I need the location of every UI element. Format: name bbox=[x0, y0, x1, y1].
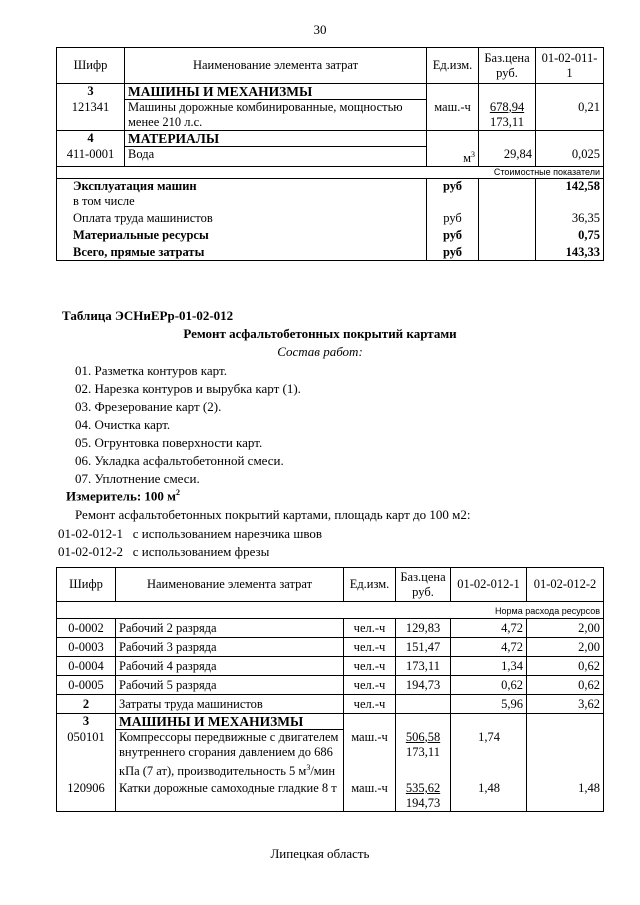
work-item: 01. Разметка контуров карт. bbox=[75, 363, 227, 378]
section-number: 3 bbox=[57, 84, 125, 100]
table-row: 0-0004 Рабочий 4 разряда чел.-ч 173,11 1,34 0,62 bbox=[57, 657, 604, 676]
variant-item: 01-02-012-1 с использованием нарезчика швов bbox=[58, 526, 323, 541]
table-row: 050101 Компрессоры передвижные с двигателем внутреннего сгорания давлением до 686 кПа (7 ат), производительность 5 $м^3$/мин маш.-ч 506,58 173,11 1,74 bbox=[57, 730, 604, 780]
meter-label: Измеритель: 100 $м^2$ bbox=[66, 488, 181, 504]
section-subtitle: Ремонт асфальтобетонных покрытий картами bbox=[183, 326, 457, 341]
header-name: Наименование элемента затрат bbox=[125, 48, 427, 84]
norm-label: Норма расхода ресурсов bbox=[57, 602, 604, 619]
work-item: 03. Фрезерование карт (2). bbox=[75, 399, 222, 414]
summary-row: Эксплуатация машин руб 142,58 bbox=[57, 178, 604, 194]
work-item: 06. Укладка асфальтобетонной смеси. bbox=[75, 453, 284, 468]
section-title: МАШИНЫ И МЕХАНИЗМЫ bbox=[116, 714, 344, 730]
table-row: 120906 Катки дорожные самоходные гладкие 8 т маш.-ч 535,62 194,73 1,48 1,48 bbox=[57, 779, 604, 812]
work-item: 02. Нарезка контуров и вырубка карт (1). bbox=[75, 381, 301, 396]
summary-row: Оплата труда машинистов руб 36,35 bbox=[57, 209, 604, 226]
work-item: 05. Огрунтовка поверхности карт. bbox=[75, 435, 263, 450]
composition-heading: Состав работ: bbox=[277, 344, 363, 359]
header-unit: Ед.изм. bbox=[427, 48, 479, 84]
summary-row: Всего, прямые затраты руб 143,33 bbox=[57, 243, 604, 261]
cost-label: Стоимостные показатели bbox=[57, 166, 604, 178]
section-number: 3 bbox=[57, 714, 116, 730]
header-code: Шифр bbox=[57, 568, 116, 602]
work-item: 07. Уплотнение смеси. bbox=[75, 471, 200, 486]
section-title: МАШИНЫ И МЕХАНИЗМЫ bbox=[125, 84, 427, 100]
header-col2: 01-02-012-2 bbox=[527, 568, 604, 602]
work-item: 04. Очистка карт. bbox=[75, 417, 171, 432]
section-title: МАТЕРИАЛЫ bbox=[125, 131, 427, 147]
page-number: 30 bbox=[313, 22, 327, 37]
header-col: 01-02-011-1 bbox=[536, 48, 604, 84]
resource-table-01-02-011 bbox=[56, 47, 604, 261]
summary-row: в том числе bbox=[57, 194, 604, 209]
work-description: Ремонт асфальтобетонных покрытий картами, площадь карт до 100 м2: bbox=[75, 507, 471, 522]
summary-row: Материальные ресурсы руб 0,75 bbox=[57, 226, 604, 243]
table-row: 0-0003 Рабочий 3 разряда чел.-ч 151,47 4,72 2,00 bbox=[57, 638, 604, 657]
resource-table-01-02-012 bbox=[56, 567, 604, 812]
table-row: 0-0005 Рабочий 5 разряда чел.-ч 194,73 0,62 0,62 bbox=[57, 676, 604, 695]
header-code: Шифр bbox=[57, 48, 125, 84]
table-row: 411-0001 Вода $м^3$ 29,84 0,025 bbox=[57, 147, 604, 167]
footer-region: Липецкая область bbox=[270, 846, 370, 861]
section-number: 4 bbox=[57, 131, 125, 147]
labor-row: 2 Затраты труда машинистов чел.-ч 5,96 3,62 bbox=[57, 695, 604, 714]
header-price: Баз.цена руб. bbox=[396, 568, 451, 602]
header-name: Наименование элемента затрат bbox=[116, 568, 344, 602]
header-price: Баз.цена руб. bbox=[479, 48, 536, 84]
table-row: 0-0002 Рабочий 2 разряда чел.-ч 129,83 4,72 2,00 bbox=[57, 619, 604, 638]
header-col1: 01-02-012-1 bbox=[451, 568, 527, 602]
header-unit: Ед.изм. bbox=[344, 568, 396, 602]
table-row: 121341 Машины дорожные комбинированные, мощностью менее 210 л.с. маш.-ч 678,94 173,11 0,21 bbox=[57, 100, 604, 131]
table-title: Таблица ЭСНиЕРр-01-02-012 bbox=[62, 308, 234, 323]
variant-item: 01-02-012-2 с использованием фрезы bbox=[58, 544, 270, 559]
